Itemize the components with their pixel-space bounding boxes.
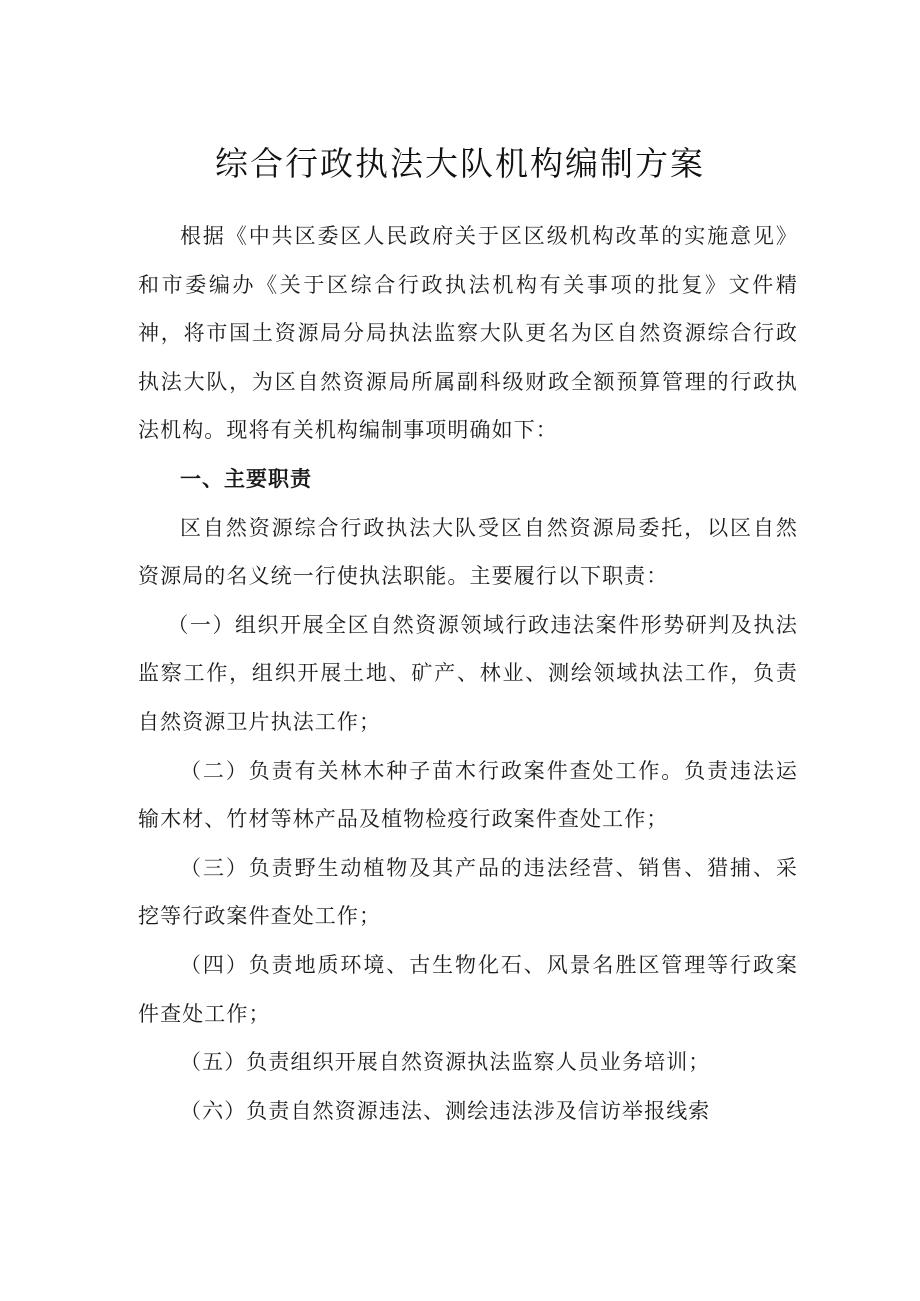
intro-paragraph: 根据《中共区委区人民政府关于区区级机构改革的实施意见》和市委编办《关于区综合行政执法机构有关事项的批复》文件精神，将市国土资源局分局执法监察大队更名为区自然资源综合行政执法大队，为区自然资源局所属副科级财政全额预算管理的行政执法机构。现将有关机构编制事项明确如下： <box>138 224 798 443</box>
section-heading-main-duties: 一、主要职责 <box>180 466 312 491</box>
duty-item-6: （六）负责自然资源违法、测绘违法涉及信访举报线索 <box>180 1098 711 1123</box>
duty-item-2: （二）负责有关林木种子苗木行政案件查处工作。负责违法运输木材、竹材等林产品及植物检疫行政案件查处工作； <box>138 758 798 832</box>
document-title: 综合行政执法大队机构编制方案 <box>215 144 705 183</box>
duty-item-5: （五）负责组织开展自然资源执法监察人员业务培训； <box>180 1050 711 1075</box>
duty-item-3: （三）负责野生动植物及其产品的违法经营、销售、猎捕、采挖等行政案件查处工作； <box>138 855 798 929</box>
duty-item-1: （一）组织开展全区自然资源领域行政违法案件形势研判及执法监察工作，组织开展土地、矿产、林业、测绘领域执法工作，负责自然资源卫片执法工作； <box>138 612 798 734</box>
section-paragraph: 区自然资源综合行政执法大队受区自然资源局委托，以区自然资源局的名义统一行使执法职能。主要履行以下职责： <box>138 515 798 589</box>
duty-item-4: （四）负责地质环境、古生物化石、风景名胜区管理等行政案件查处工作； <box>138 952 798 1026</box>
document-body <box>138 212 798 1135</box>
